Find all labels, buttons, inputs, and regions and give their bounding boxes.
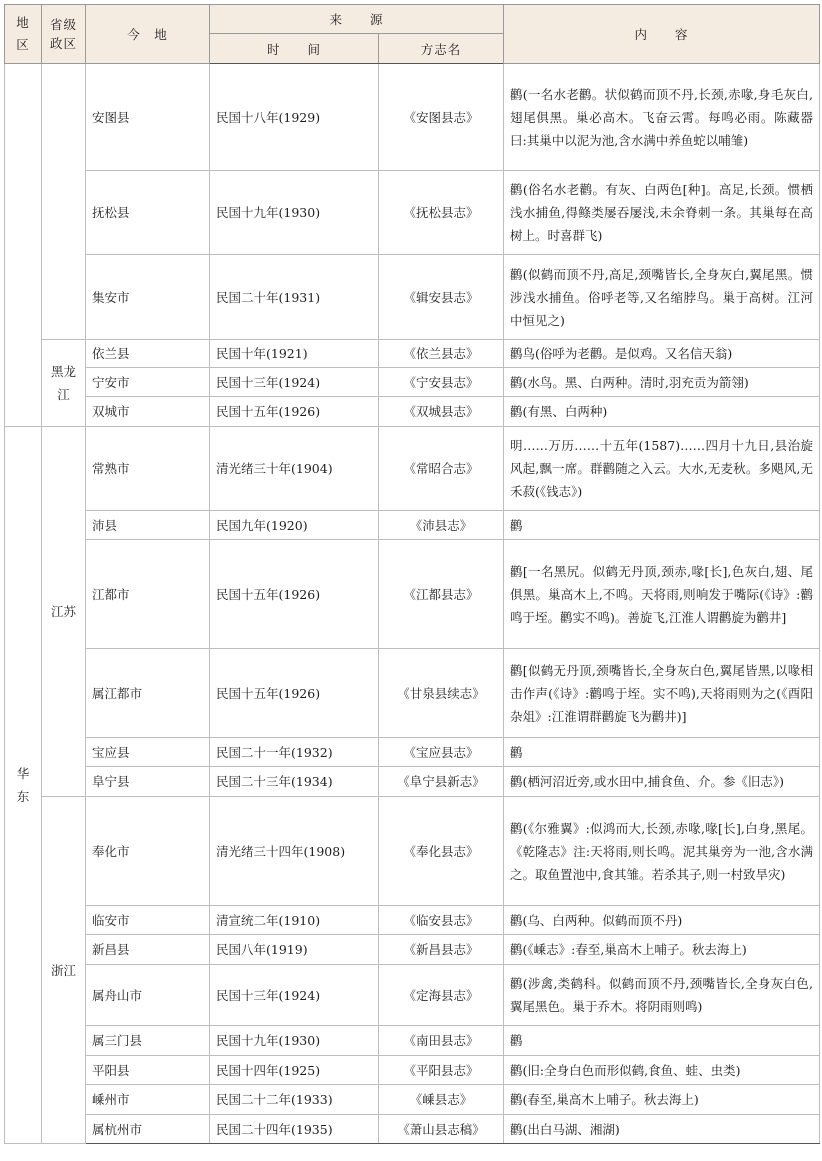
place-cell: 奉化市 (86, 797, 210, 906)
time-cell: 民国十三年(1924) (210, 965, 379, 1026)
place-cell: 属江都市 (86, 649, 210, 738)
region-cell-prev (5, 64, 42, 427)
gazetteer-cell: 《辑安县志》 (379, 255, 504, 340)
table-row (5, 649, 820, 738)
time-cell: 民国十五年(1926) (210, 540, 379, 649)
time-cell: 民国十三年(1924) (210, 368, 379, 397)
content-cell: 鹳(乌、白两种。似鹤而顶不丹) (504, 906, 820, 935)
table-row (5, 255, 820, 340)
table-row (5, 368, 820, 397)
province-cell-zhejiang: 浙江 (42, 797, 86, 1144)
place-cell: 抚松县 (86, 171, 210, 255)
table-row (5, 427, 820, 511)
time-cell: 民国二十三年(1934) (210, 767, 379, 797)
content-cell: 鹳(《尔雅翼》:似鸿而大,长颈,赤喙,喙[长],白身,黑尾。《乾隆志》注:天将雨,则长鸣。泥其巢旁为一池,含水满之。取鱼置池中,食其雏。若杀其子,则一村致旱灾) (504, 797, 820, 906)
header-place: 今 地 (86, 5, 210, 64)
gazetteer-cell: 《安图县志》 (379, 64, 504, 171)
gazetteer-cell: 《临安县志》 (379, 906, 504, 935)
place-cell: 宝应县 (86, 738, 210, 767)
gazetteer-cell: 《阜宁县新志》 (379, 767, 504, 797)
place-cell: 安图县 (86, 64, 210, 171)
gazetteer-cell: 《常昭合志》 (379, 427, 504, 511)
region-label: 华 (16, 766, 30, 781)
place-cell: 双城市 (86, 397, 210, 427)
time-cell: 民国十九年(1930) (210, 171, 379, 255)
table-row (5, 767, 820, 797)
gazetteer-cell: 《奉化县志》 (379, 797, 504, 906)
content-cell: 鹳 (504, 738, 820, 767)
content-cell: 鹳(一名水老鹳。状似鹤而顶不丹,长颈,赤喙,身毛灰白,翅尾俱黑。巢必高木。飞奋云霄。每鸣必雨。陈藏器曰:其巢中以泥为池,含水满中养鱼蛇以哺雏) (504, 64, 820, 171)
content-cell: 鹳(春至,巢高木上哺子。秋去海上) (504, 1085, 820, 1115)
time-cell: 民国二十四年(1935) (210, 1115, 379, 1144)
header-time: 时 间 (210, 34, 379, 64)
content-cell: 鹳[似鹤无丹顶,颈嘴皆长,全身灰白色,翼尾皆黑,以喙相击作声(《诗》:鹳鸣于垤。实不鸣),天将雨则为之(《酉阳杂俎》:江淮谓群鹳旋飞为鹳井)] (504, 649, 820, 738)
content-cell: 明……万历……十五年(1587)……四月十九日,县治旋风起,飘一席。群鹳随之入云。大水,无麦秋。多飓风,无禾菽(《钱志》) (504, 427, 820, 511)
place-cell: 常熟市 (86, 427, 210, 511)
gazetteer-cell: 《新昌县志》 (379, 935, 504, 965)
province-label: 黑龙 (50, 364, 76, 379)
place-cell: 宁安市 (86, 368, 210, 397)
content-cell: 鹳(出白马湖、湘湖) (504, 1115, 820, 1144)
gazetteer-table (4, 4, 820, 1144)
header-province: 省级政区 (42, 5, 86, 64)
province-cell-jiangsu: 江苏 (42, 427, 86, 797)
time-cell: 民国十五年(1926) (210, 649, 379, 738)
table-row (5, 1056, 820, 1085)
place-cell: 江都市 (86, 540, 210, 649)
content-cell: 鹳(俗名水老鹳。有灰、白两色[种]。高足,长颈。惯栖浅水捕鱼,得鲦类屡吞屡浅,未余脊刺一条。其巢每在高树上。时喜群飞) (504, 171, 820, 255)
header-gazetteer: 方志名 (379, 34, 504, 64)
time-cell: 民国二十二年(1933) (210, 1085, 379, 1115)
time-cell: 民国十九年(1930) (210, 1026, 379, 1056)
content-cell: 鹳(涉禽,类鹤科。似鹤而顶不丹,颈嘴皆长,全身灰白色,翼尾黑色。巢于乔木。将阴雨则鸣) (504, 965, 820, 1026)
table-row (5, 965, 820, 1026)
content-cell: 鹳(栖河沼近旁,或水田中,捕食鱼、介。参《旧志》) (504, 767, 820, 797)
table-row (5, 171, 820, 255)
time-cell: 民国九年(1920) (210, 511, 379, 540)
place-cell: 平阳县 (86, 1056, 210, 1085)
header-region: 地区 (5, 5, 42, 64)
region-label: 东 (16, 789, 30, 804)
gazetteer-cell: 《萧山县志稿》 (379, 1115, 504, 1144)
table-row (5, 906, 820, 935)
time-cell: 民国十八年(1929) (210, 64, 379, 171)
province-cell-jilin (42, 64, 86, 340)
content-cell: 鹳(似鹤而顶不丹,高足,颈嘴皆长,全身灰白,翼尾黑。惯涉浅水捕鱼。俗呼老等,又名缩脖鸟。巢于高树。江河中恒见之) (504, 255, 820, 340)
table-row (5, 1115, 820, 1144)
content-cell: 鹳(《嵊志》:春至,巢高木上哺子。秋去海上) (504, 935, 820, 965)
place-cell: 临安市 (86, 906, 210, 935)
place-cell: 新昌县 (86, 935, 210, 965)
time-cell: 民国十五年(1926) (210, 397, 379, 427)
place-cell: 嵊州市 (86, 1085, 210, 1115)
province-cell-heilongjiang (42, 340, 86, 427)
content-cell: 鹳 (504, 511, 820, 540)
table-row (5, 738, 820, 767)
content-cell: 鹳(水鸟。黑、白两种。清时,羽充贡为箭翎) (504, 368, 820, 397)
content-cell: 鹳[一名黑尻。似鹤无丹顶,颈赤,喙[长],色灰白,翅、尾俱黑。巢高木上,不鸣。天将雨,则响发于嘴际(《诗》:鹳鸣于垤。鹳实不鸣)。善旋飞,江淮人谓鹳旋为鹳井] (504, 540, 820, 649)
table-row (5, 540, 820, 649)
table-row (5, 397, 820, 427)
place-cell: 属舟山市 (86, 965, 210, 1026)
gazetteer-cell: 《双城县志》 (379, 397, 504, 427)
content-cell: 鹳(旧:全身白色而形似鹤,食鱼、蛙、虫类) (504, 1056, 820, 1085)
table-row (5, 1026, 820, 1056)
gazetteer-cell: 《依兰县志》 (379, 340, 504, 368)
time-cell: 民国十四年(1925) (210, 1056, 379, 1085)
time-cell: 民国八年(1919) (210, 935, 379, 965)
table-row (5, 511, 820, 540)
gazetteer-cell: 《江都县志》 (379, 540, 504, 649)
province-label: 江 (57, 387, 70, 402)
place-cell: 属三门县 (86, 1026, 210, 1056)
place-cell: 属杭州市 (86, 1115, 210, 1144)
header-content: 内 容 (504, 5, 820, 64)
place-cell: 沛县 (86, 511, 210, 540)
gazetteer-cell: 《甘泉县续志》 (379, 649, 504, 738)
gazetteer-cell: 《抚松县志》 (379, 171, 504, 255)
table-row (5, 797, 820, 906)
time-cell: 清宣统二年(1910) (210, 906, 379, 935)
content-cell: 鹳 (504, 1026, 820, 1056)
table-row (5, 1085, 820, 1115)
content-cell: 鹳鸟(俗呼为老鹳。是似鸡。又名信天翁) (504, 340, 820, 368)
table-row (5, 340, 820, 368)
header-source: 来 源 (210, 5, 504, 34)
time-cell: 民国十年(1921) (210, 340, 379, 368)
place-cell: 集安市 (86, 255, 210, 340)
time-cell: 民国二十一年(1932) (210, 738, 379, 767)
gazetteer-cell: 《南田县志》 (379, 1026, 504, 1056)
region-cell-huadong (5, 427, 42, 1144)
gazetteer-cell: 《嵊县志》 (379, 1085, 504, 1115)
place-cell: 依兰县 (86, 340, 210, 368)
time-cell: 清光绪三十四年(1908) (210, 797, 379, 906)
time-cell: 民国二十年(1931) (210, 255, 379, 340)
gazetteer-cell: 《沛县志》 (379, 511, 504, 540)
time-cell: 清光绪三十年(1904) (210, 427, 379, 511)
gazetteer-cell: 《定海县志》 (379, 965, 504, 1026)
gazetteer-cell: 《平阳县志》 (379, 1056, 504, 1085)
table-row (5, 64, 820, 171)
gazetteer-cell: 《宝应县志》 (379, 738, 504, 767)
place-cell: 阜宁县 (86, 767, 210, 797)
table-row (5, 935, 820, 965)
gazetteer-cell: 《宁安县志》 (379, 368, 504, 397)
content-cell: 鹳(有黑、白两种) (504, 397, 820, 427)
